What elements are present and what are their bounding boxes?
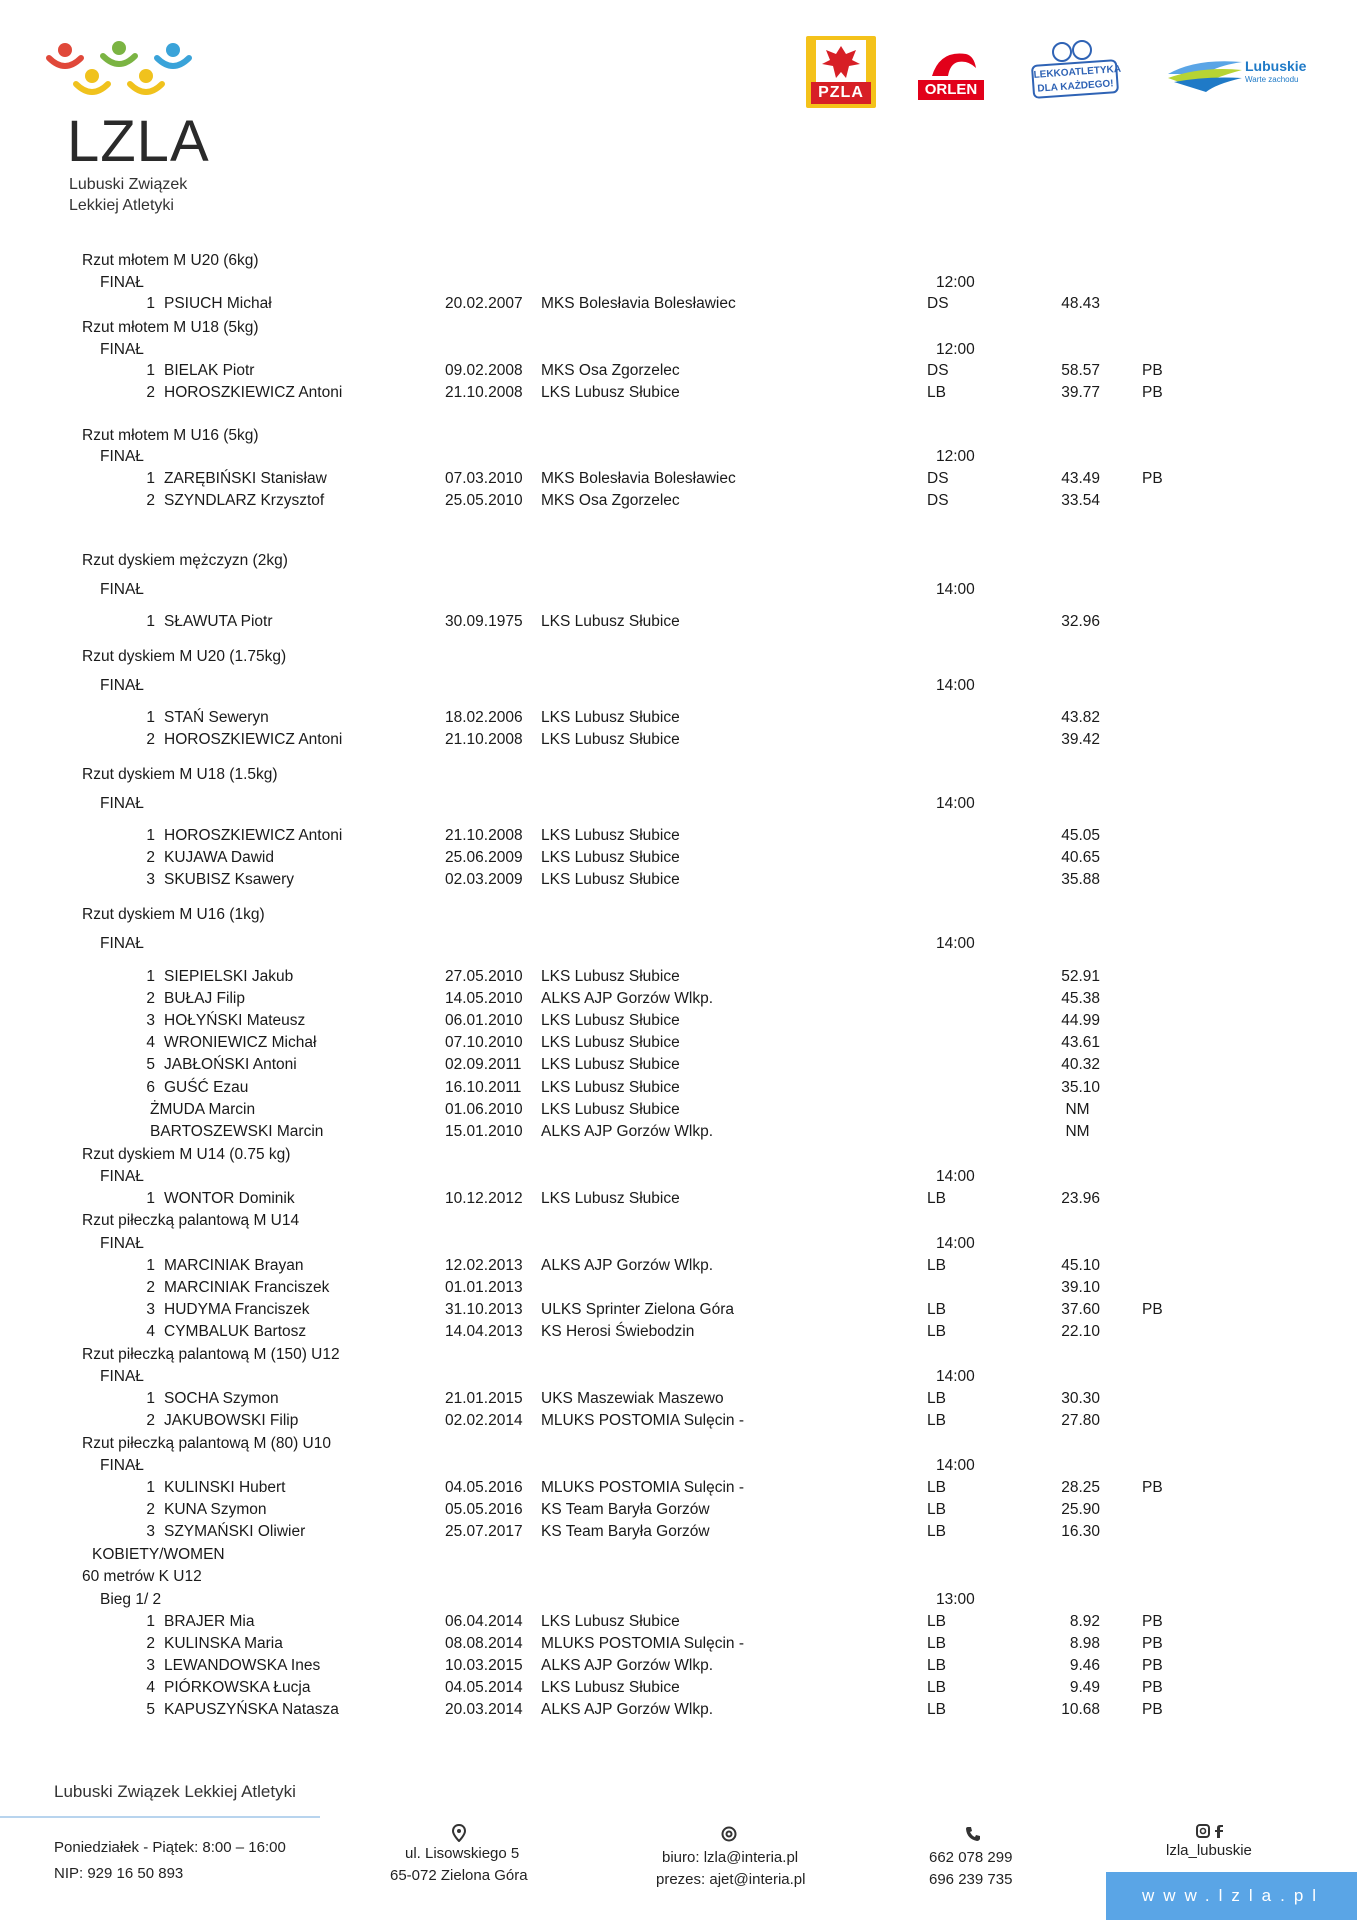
result-position: 5 (146, 1701, 155, 1718)
lekkoatletyka-logo (1032, 40, 1122, 110)
athlete-birthdate: 02.03.2009 (445, 871, 523, 888)
result-mark: 33.54 (1061, 492, 1100, 509)
result-position: 2 (146, 990, 155, 1007)
athlete-region: LB (927, 1190, 946, 1207)
result-position: 6 (146, 1079, 155, 1096)
athlete-birthdate: 15.01.2010 (445, 1123, 523, 1140)
result-position: 2 (146, 731, 155, 748)
result-mark: NM (1065, 1101, 1090, 1118)
athlete-club: LKS Lubusz Słubice (541, 849, 680, 866)
lzla-figures-icon (45, 40, 195, 105)
result-mark: 39.77 (1061, 384, 1100, 401)
event-title: Rzut dyskiem mężczyzn (2kg) (82, 552, 288, 569)
athlete-name: SKUBISZ Ksawery (164, 871, 295, 888)
athlete-name: SŁAWUTA Piotr (164, 613, 273, 630)
athlete-name: LEWANDOWSKA Ines (164, 1657, 321, 1674)
result-note: PB (1142, 1301, 1163, 1318)
athlete-birthdate: 20.03.2014 (445, 1701, 523, 1718)
athlete-birthdate: 04.05.2014 (445, 1679, 523, 1696)
facebook-icon[interactable] (1214, 1824, 1224, 1838)
athlete-club: MLUKS POSTOMIA Sulęcin - (541, 1412, 744, 1429)
result-mark: 9.49 (1069, 1679, 1100, 1696)
footer-divider (0, 1816, 320, 1818)
athlete-name: KUJAWA Dawid (164, 849, 274, 866)
athlete-birthdate: 14.05.2010 (445, 990, 523, 1007)
footer-social-handle[interactable]: lzla_lubuskie (1166, 1842, 1252, 1859)
round-label: FINAŁ (100, 795, 144, 812)
athlete-name: KULINSKA Maria (164, 1635, 283, 1652)
orlen-eagle-icon (918, 46, 984, 80)
athlete-club: LKS Lubusz Słubice (541, 1613, 680, 1630)
athlete-birthdate: 12.02.2013 (445, 1257, 523, 1274)
result-mark: 22.10 (1061, 1323, 1100, 1340)
athlete-name: JAKUBOWSKI Filip (164, 1412, 299, 1429)
footer-nip: NIP: 929 16 50 893 (54, 1865, 184, 1882)
result-position: 5 (146, 1056, 155, 1073)
athlete-birthdate: 16.10.2011 (445, 1079, 522, 1096)
result-position: 3 (146, 1012, 155, 1029)
footer-hours: Poniedziałek - Piątek: 8:00 – 16:00 (54, 1839, 286, 1856)
athlete-birthdate: 25.06.2009 (445, 849, 523, 866)
result-position: 1 (146, 1479, 155, 1496)
lzla-subtitle-line2: Lekkiej Atletyki (69, 197, 174, 214)
footer-email-president[interactable]: prezes: ajet@interia.pl (656, 1871, 806, 1888)
athlete-club: ALKS AJP Gorzów Wlkp. (541, 1701, 713, 1718)
athlete-name: HOŁYŃSKI Mateusz (164, 1012, 306, 1029)
round-time: 13:00 (936, 1591, 975, 1608)
athlete-birthdate: 05.05.2016 (445, 1501, 523, 1518)
lubuskie-name: Lubuskie (1245, 58, 1307, 74)
round-time: 12:00 (936, 448, 975, 465)
athlete-club: KS Team Baryła Gorzów (541, 1501, 710, 1518)
athlete-region: LB (927, 1657, 946, 1674)
result-mark: NM (1065, 1123, 1090, 1140)
page-footer (0, 1760, 1357, 1920)
athlete-name: SZYMAŃSKI Oliwier (164, 1523, 306, 1540)
result-note: PB (1142, 362, 1163, 379)
athlete-region: DS (927, 492, 949, 509)
result-mark: 45.38 (1061, 990, 1100, 1007)
athlete-birthdate: 10.03.2015 (445, 1657, 523, 1674)
result-mark: 35.10 (1061, 1079, 1100, 1096)
lubuskie-wave-icon (1166, 52, 1246, 96)
athlete-name: WONTOR Dominik (164, 1190, 295, 1207)
athlete-club: LKS Lubusz Słubice (541, 1079, 680, 1096)
result-position: 1 (146, 470, 155, 487)
athlete-birthdate: 21.10.2008 (445, 731, 523, 748)
round-time: 14:00 (936, 1235, 975, 1252)
result-position: 3 (146, 1523, 155, 1540)
athlete-club: UKS Maszewiak Maszewo (541, 1390, 724, 1407)
result-mark: 16.30 (1061, 1523, 1100, 1540)
result-position: 2 (146, 1279, 155, 1296)
athlete-birthdate: 21.10.2008 (445, 827, 523, 844)
footer-phone-2[interactable]: 696 239 735 (929, 1871, 1013, 1888)
result-position: 2 (146, 1412, 155, 1429)
result-mark: 48.43 (1061, 295, 1100, 312)
athlete-club: MLUKS POSTOMIA Sulęcin - (541, 1479, 744, 1496)
athlete-birthdate: 01.06.2010 (445, 1101, 523, 1118)
event-title: 60 metrów K U12 (82, 1568, 202, 1585)
athlete-birthdate: 18.02.2006 (445, 709, 523, 726)
orlen-text: ORLEN (918, 80, 984, 100)
athlete-name: HOROSZKIEWICZ Antoni (164, 827, 343, 844)
lzla-subtitle-line1: Lubuski Związek (69, 176, 188, 193)
round-label: FINAŁ (100, 677, 144, 694)
result-position: 1 (146, 295, 155, 312)
result-mark: 32.96 (1061, 613, 1100, 630)
athlete-club: MKS Bolesłavia Bolesławiec (541, 470, 736, 487)
athlete-name: CYMBALUK Bartosz (164, 1323, 307, 1340)
athlete-birthdate: 02.02.2014 (445, 1412, 523, 1429)
result-mark: 8.98 (1069, 1635, 1100, 1652)
result-position: 1 (146, 1190, 155, 1207)
event-title: Rzut piłeczką palantową M (150) U12 (82, 1346, 340, 1363)
athlete-name: MARCINIAK Franciszek (164, 1279, 330, 1296)
result-position: 4 (146, 1034, 155, 1051)
round-time: 14:00 (936, 581, 975, 598)
result-mark: 27.80 (1061, 1412, 1100, 1429)
event-title: Rzut piłeczką palantową M U14 (82, 1212, 300, 1229)
athlete-region: DS (927, 470, 949, 487)
athlete-club: LKS Lubusz Słubice (541, 1190, 680, 1207)
athlete-birthdate: 08.08.2014 (445, 1635, 523, 1652)
result-position: 1 (146, 709, 155, 726)
result-mark: 23.96 (1061, 1190, 1100, 1207)
athlete-club: LKS Lubusz Słubice (541, 1056, 680, 1073)
result-mark: 28.25 (1061, 1479, 1100, 1496)
result-mark: 39.10 (1061, 1279, 1100, 1296)
result-mark: 39.42 (1061, 731, 1100, 748)
result-position: 4 (146, 1679, 155, 1696)
round-label: FINAŁ (100, 1168, 144, 1185)
athlete-club: LKS Lubusz Słubice (541, 871, 680, 888)
result-mark: 37.60 (1061, 1301, 1100, 1318)
section-heading: KOBIETY/WOMEN (92, 1546, 225, 1563)
result-mark: 45.05 (1061, 827, 1100, 844)
result-position: 2 (146, 384, 155, 401)
round-time: 14:00 (936, 1457, 975, 1474)
event-title: Rzut dyskiem M U14 (0.75 kg) (82, 1146, 291, 1163)
location-pin-icon (452, 1824, 466, 1842)
athlete-club: ULKS Sprinter Zielona Góra (541, 1301, 734, 1318)
athlete-birthdate: 21.01.2015 (445, 1390, 523, 1407)
result-mark: 43.49 (1061, 470, 1100, 487)
athlete-name: MARCINIAK Brayan (164, 1257, 304, 1274)
result-mark: 25.90 (1061, 1501, 1100, 1518)
athlete-region: LB (927, 1523, 946, 1540)
athlete-birthdate: 07.03.2010 (445, 470, 523, 487)
athlete-region: LB (927, 1301, 946, 1318)
round-time: 14:00 (936, 795, 975, 812)
athlete-name: BIELAK Piotr (164, 362, 255, 379)
athlete-birthdate: 01.01.2013 (445, 1279, 523, 1296)
result-mark: 58.57 (1061, 362, 1100, 379)
round-label: FINAŁ (100, 1457, 144, 1474)
result-position: 1 (146, 827, 155, 844)
athlete-name: SOCHA Szymon (164, 1390, 279, 1407)
athlete-region: LB (927, 1679, 946, 1696)
orlen-logo (918, 46, 984, 106)
result-position: 1 (146, 1257, 155, 1274)
athlete-birthdate: 10.12.2012 (445, 1190, 523, 1207)
athlete-name: HUDYMA Franciszek (164, 1301, 310, 1318)
result-position: 4 (146, 1323, 155, 1340)
athlete-birthdate: 04.05.2016 (445, 1479, 523, 1496)
athlete-club: MKS Bolesłavia Bolesławiec (541, 295, 736, 312)
pzla-logo (806, 36, 876, 108)
athlete-birthdate: 31.10.2013 (445, 1301, 523, 1318)
page-header (0, 0, 1357, 240)
athlete-name: STAŃ Seweryn (164, 709, 269, 726)
athlete-region: LB (927, 1501, 946, 1518)
athlete-region: DS (927, 362, 949, 379)
athlete-name: HOROSZKIEWICZ Antoni (164, 384, 343, 401)
athlete-name: KULINSKI Hubert (164, 1479, 286, 1496)
result-mark: 30.30 (1061, 1390, 1100, 1407)
result-note: PB (1142, 1613, 1163, 1630)
athlete-name: BUŁAJ Filip (164, 990, 245, 1007)
athlete-name: HOROSZKIEWICZ Antoni (164, 731, 343, 748)
round-label: FINAŁ (100, 274, 144, 291)
athlete-name: PIÓRKOWSKA Łucja (164, 1679, 311, 1696)
result-note: PB (1142, 1657, 1163, 1674)
athlete-club: LKS Lubusz Słubice (541, 1012, 680, 1029)
athlete-club: ALKS AJP Gorzów Wlkp. (541, 1257, 713, 1274)
athlete-name: KUNA Szymon (164, 1501, 267, 1518)
footer-website-link[interactable]: www.lzla.pl (1106, 1872, 1357, 1920)
athlete-name: GUŚĆ Ezau (164, 1079, 249, 1096)
athlete-name: PSIUCH Michał (164, 295, 272, 312)
result-mark: 40.65 (1061, 849, 1100, 866)
result-note: PB (1142, 384, 1163, 401)
footer-address-street: ul. Lisowskiego 5 (405, 1845, 520, 1862)
athlete-name: BARTOSZEWSKI Marcin (150, 1123, 324, 1140)
result-position: 1 (146, 613, 155, 630)
athlete-club: LKS Lubusz Słubice (541, 827, 680, 844)
result-mark: 45.10 (1061, 1257, 1100, 1274)
event-title: Rzut młotem M U20 (6kg) (82, 252, 259, 269)
result-note: PB (1142, 1479, 1163, 1496)
athlete-club: KS Team Baryła Gorzów (541, 1523, 710, 1540)
athlete-region: LB (927, 1257, 946, 1274)
result-position: 2 (146, 849, 155, 866)
result-note: PB (1142, 1701, 1163, 1718)
athlete-club: LKS Lubusz Słubice (541, 709, 680, 726)
athlete-region: LB (927, 1412, 946, 1429)
result-position: 3 (146, 1301, 155, 1318)
result-mark: 44.99 (1061, 1012, 1100, 1029)
athlete-club: ALKS AJP Gorzów Wlkp. (541, 990, 713, 1007)
footer-email-office[interactable]: biuro: lzla@interia.pl (662, 1849, 799, 1866)
result-position: 3 (146, 871, 155, 888)
athlete-birthdate: 27.05.2010 (445, 968, 523, 985)
result-mark: 8.92 (1069, 1613, 1100, 1630)
athlete-club: LKS Lubusz Słubice (541, 1101, 680, 1118)
round-time: 12:00 (936, 341, 975, 358)
athlete-club: KS Herosi Świebodzin (541, 1323, 695, 1340)
instagram-icon[interactable] (1196, 1824, 1210, 1838)
athlete-name: KAPUSZYŃSKA Natasza (164, 1701, 339, 1718)
result-mark: 43.82 (1061, 709, 1100, 726)
athlete-region: LB (927, 1635, 946, 1652)
lzla-wordmark: LZLA (67, 109, 210, 174)
athlete-name: ŻMUDA Marcin (150, 1101, 256, 1118)
result-mark: 52.91 (1061, 968, 1100, 985)
pzla-text: PZLA (811, 82, 871, 104)
athlete-club: ALKS AJP Gorzów Wlkp. (541, 1657, 713, 1674)
athlete-birthdate: 07.10.2010 (445, 1034, 523, 1051)
event-title: Rzut młotem M U18 (5kg) (82, 319, 259, 336)
result-note: PB (1142, 1679, 1163, 1696)
athlete-name: JABŁOŃSKI Antoni (164, 1056, 297, 1073)
round-time: 12:00 (936, 274, 975, 291)
result-position: 1 (146, 362, 155, 379)
athlete-club: LKS Lubusz Słubice (541, 968, 680, 985)
athlete-name: SZYNDLARZ Krzysztof (164, 492, 325, 509)
footer-phone-1[interactable]: 662 078 299 (929, 1849, 1013, 1866)
event-title: Rzut dyskiem M U16 (1kg) (82, 906, 265, 923)
round-time: 14:00 (936, 1168, 975, 1185)
athlete-name: SIEPIELSKI Jakub (164, 968, 294, 985)
lzla-logo (45, 40, 210, 230)
event-title: Rzut dyskiem M U18 (1.5kg) (82, 766, 278, 783)
at-icon (721, 1826, 737, 1842)
round-label: FINAŁ (100, 1235, 144, 1252)
round-time: 14:00 (936, 1368, 975, 1385)
athlete-club: ALKS AJP Gorzów Wlkp. (541, 1123, 713, 1140)
athlete-birthdate: 14.04.2013 (445, 1323, 523, 1340)
lubuskie-tagline: Warte zachodu (1245, 75, 1299, 84)
athlete-birthdate: 20.02.2007 (445, 295, 523, 312)
round-time: 14:00 (936, 677, 975, 694)
result-position: 2 (146, 1635, 155, 1652)
round-label: Bieg 1/ 2 (100, 1591, 162, 1608)
round-label: FINAŁ (100, 935, 144, 952)
round-label: FINAŁ (100, 581, 144, 598)
result-mark: 35.88 (1061, 871, 1100, 888)
event-title: Rzut młotem M U16 (5kg) (82, 427, 259, 444)
event-title: Rzut dyskiem M U20 (1.75kg) (82, 648, 287, 665)
athlete-club: LKS Lubusz Słubice (541, 384, 680, 401)
athlete-club: MKS Osa Zgorzelec (541, 492, 680, 509)
athlete-birthdate: 09.02.2008 (445, 362, 523, 379)
result-mark: 10.68 (1061, 1701, 1100, 1718)
result-position: 1 (146, 968, 155, 985)
round-label: FINAŁ (100, 1368, 144, 1385)
round-label: FINAŁ (100, 448, 144, 465)
result-mark: 43.61 (1061, 1034, 1100, 1051)
result-position: 2 (146, 492, 155, 509)
athlete-region: LB (927, 1613, 946, 1630)
athlete-name: WRONIEWICZ Michał (164, 1034, 317, 1051)
athlete-birthdate: 30.09.1975 (445, 613, 523, 630)
athlete-birthdate: 21.10.2008 (445, 384, 523, 401)
eagle-icon (816, 40, 866, 84)
lekkoatletyka-text: LEKKOATLETYKA DLA KAŻDEGO! (1031, 59, 1119, 99)
athlete-club: LKS Lubusz Słubice (541, 731, 680, 748)
result-position: 2 (146, 1501, 155, 1518)
round-label: FINAŁ (100, 341, 144, 358)
athlete-birthdate: 02.09.2011 (445, 1056, 522, 1073)
athlete-region: LB (927, 384, 946, 401)
footer-address-city: 65-072 Zielona Góra (390, 1867, 528, 1884)
athlete-region: LB (927, 1390, 946, 1407)
athlete-name: BRAJER Mia (164, 1613, 255, 1630)
phone-icon (965, 1826, 981, 1842)
event-title: Rzut piłeczką palantową M (80) U10 (82, 1435, 331, 1452)
athlete-birthdate: 06.04.2014 (445, 1613, 523, 1630)
athlete-birthdate: 25.05.2010 (445, 492, 523, 509)
round-time: 14:00 (936, 935, 975, 952)
athlete-region: LB (927, 1323, 946, 1340)
athlete-club: LKS Lubusz Słubice (541, 1679, 680, 1696)
athlete-club: LKS Lubusz Słubice (541, 1034, 680, 1051)
result-mark: 40.32 (1061, 1056, 1100, 1073)
result-position: 1 (146, 1613, 155, 1630)
athlete-club: LKS Lubusz Słubice (541, 613, 680, 630)
athlete-region: DS (927, 295, 949, 312)
result-note: PB (1142, 1635, 1163, 1652)
result-position: 3 (146, 1657, 155, 1674)
result-mark: 9.46 (1069, 1657, 1100, 1674)
athlete-birthdate: 06.01.2010 (445, 1012, 523, 1029)
athlete-region: LB (927, 1479, 946, 1496)
athlete-name: ZARĘBIŃSKI Stanisław (164, 470, 327, 487)
footer-org-name: Lubuski Związek Lekkiej Atletyki (54, 1782, 296, 1801)
result-note: PB (1142, 470, 1163, 487)
athlete-club: MLUKS POSTOMIA Sulęcin - (541, 1635, 744, 1652)
athlete-birthdate: 25.07.2017 (445, 1523, 523, 1540)
result-position: 1 (146, 1390, 155, 1407)
athlete-region: LB (927, 1701, 946, 1718)
athlete-club: MKS Osa Zgorzelec (541, 362, 680, 379)
lubuskie-logo (1166, 52, 1306, 102)
